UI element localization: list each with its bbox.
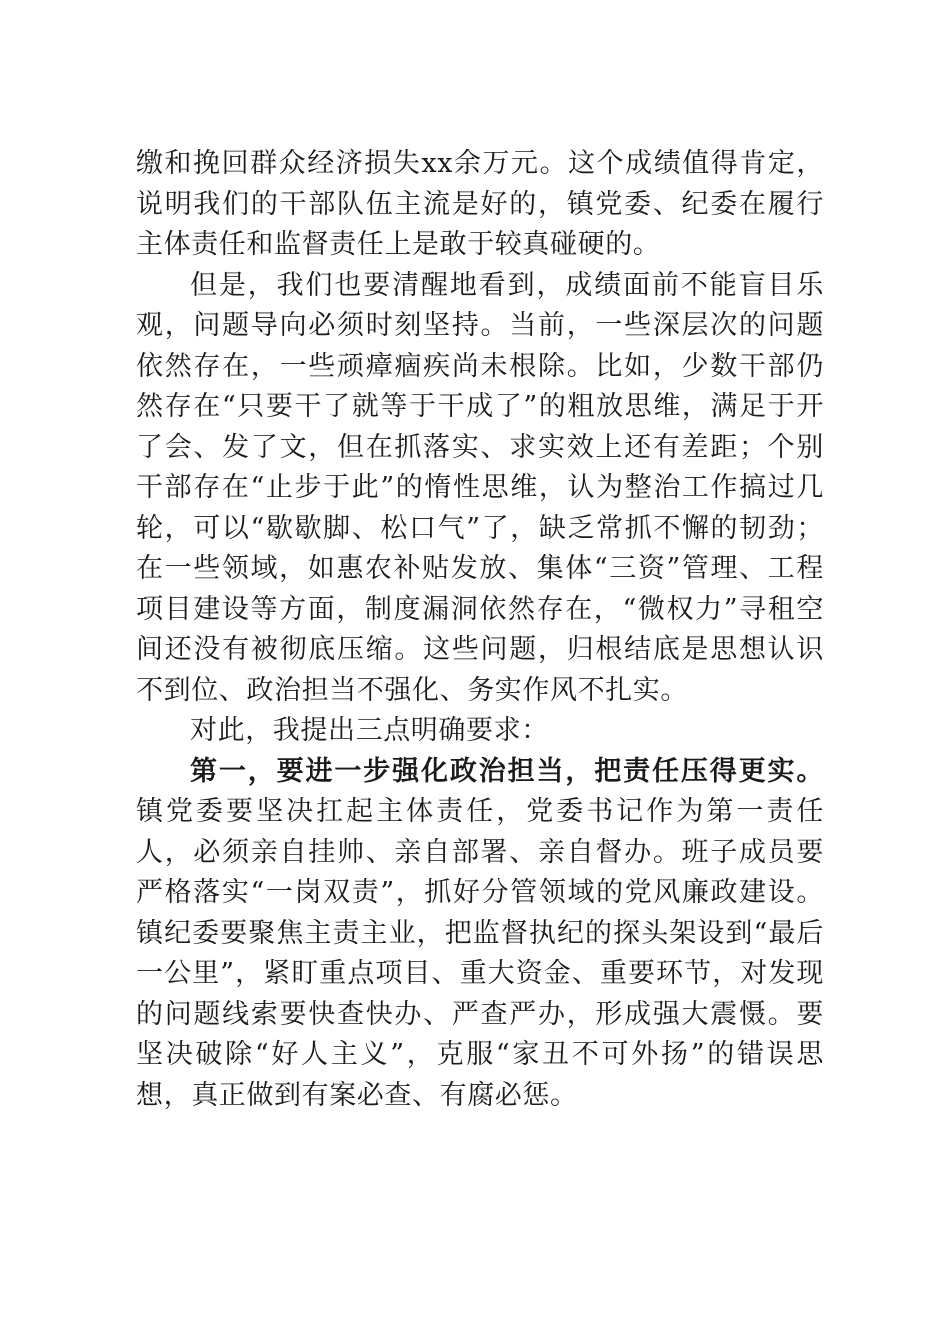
paragraph-text: 镇党委要坚决扛起主体责任，党委书记作为第一责任人，必须亲自挂帅、亲自部署、亲自督办。班子成员要严格落实“一岗双责”，抓好分管领域的党风廉政建设。镇纪委要聚焦主责主业，把监督执纪的探头架设到“最后一公里”，紧盯重点项目、重大资金、重要环节，对发现的问题线索要快查快办、严查严办，形成强大震慑。要坚决破除“好人主义”，克服“家丑不可外扬”的错误思想，真正做到有案必查、有腐必惩。	[136, 796, 824, 1111]
paragraph-problems	[136, 266, 824, 712]
paragraph-requirements-intro	[136, 711, 824, 752]
paragraph-continuation	[136, 144, 824, 266]
paragraph-text: 但是，我们也要清醒地看到，成绩面前不能盲目乐观，问题导向必须时刻坚持。当前，一些深层次的问题依然存在，一些顽瘴痼疾尚未根除。比如，少数干部仍然存在“只要干了就等于干成了”的粗放思维，满足于开了会、发了文，但在抓落实、求实效上还有差距；个别干部存在“止步于此”的惰性思维，认为整治工作搞过几轮，可以“歇歇脚、松口气”了，缺乏常抓不懈的韧劲；在一些领域，如惠农补贴发放、集体“三资”管理、工程项目建设等方面，制度漏洞依然存在，“微权力”寻租空间还没有被彻底压缩。这些问题，归根结底是思想认识不到位、政治担当不强化、务实作风不扎实。	[136, 269, 824, 706]
paragraph-lead-heading: 第一，要进一步强化政治担当，把责任压得更实。	[190, 755, 824, 787]
paragraph-text: 对此，我提出三点明确要求：	[190, 715, 549, 746]
paragraph-requirement-one	[136, 752, 824, 1117]
paragraph-text: 缴和挽回群众经济损失xx余万元。这个成绩值得肯定，说明我们的干部队伍主流是好的，镇党委、纪委在履行主体责任和监督责任上是敢于较真碰硬的。	[136, 148, 824, 260]
document-body	[136, 144, 824, 1116]
